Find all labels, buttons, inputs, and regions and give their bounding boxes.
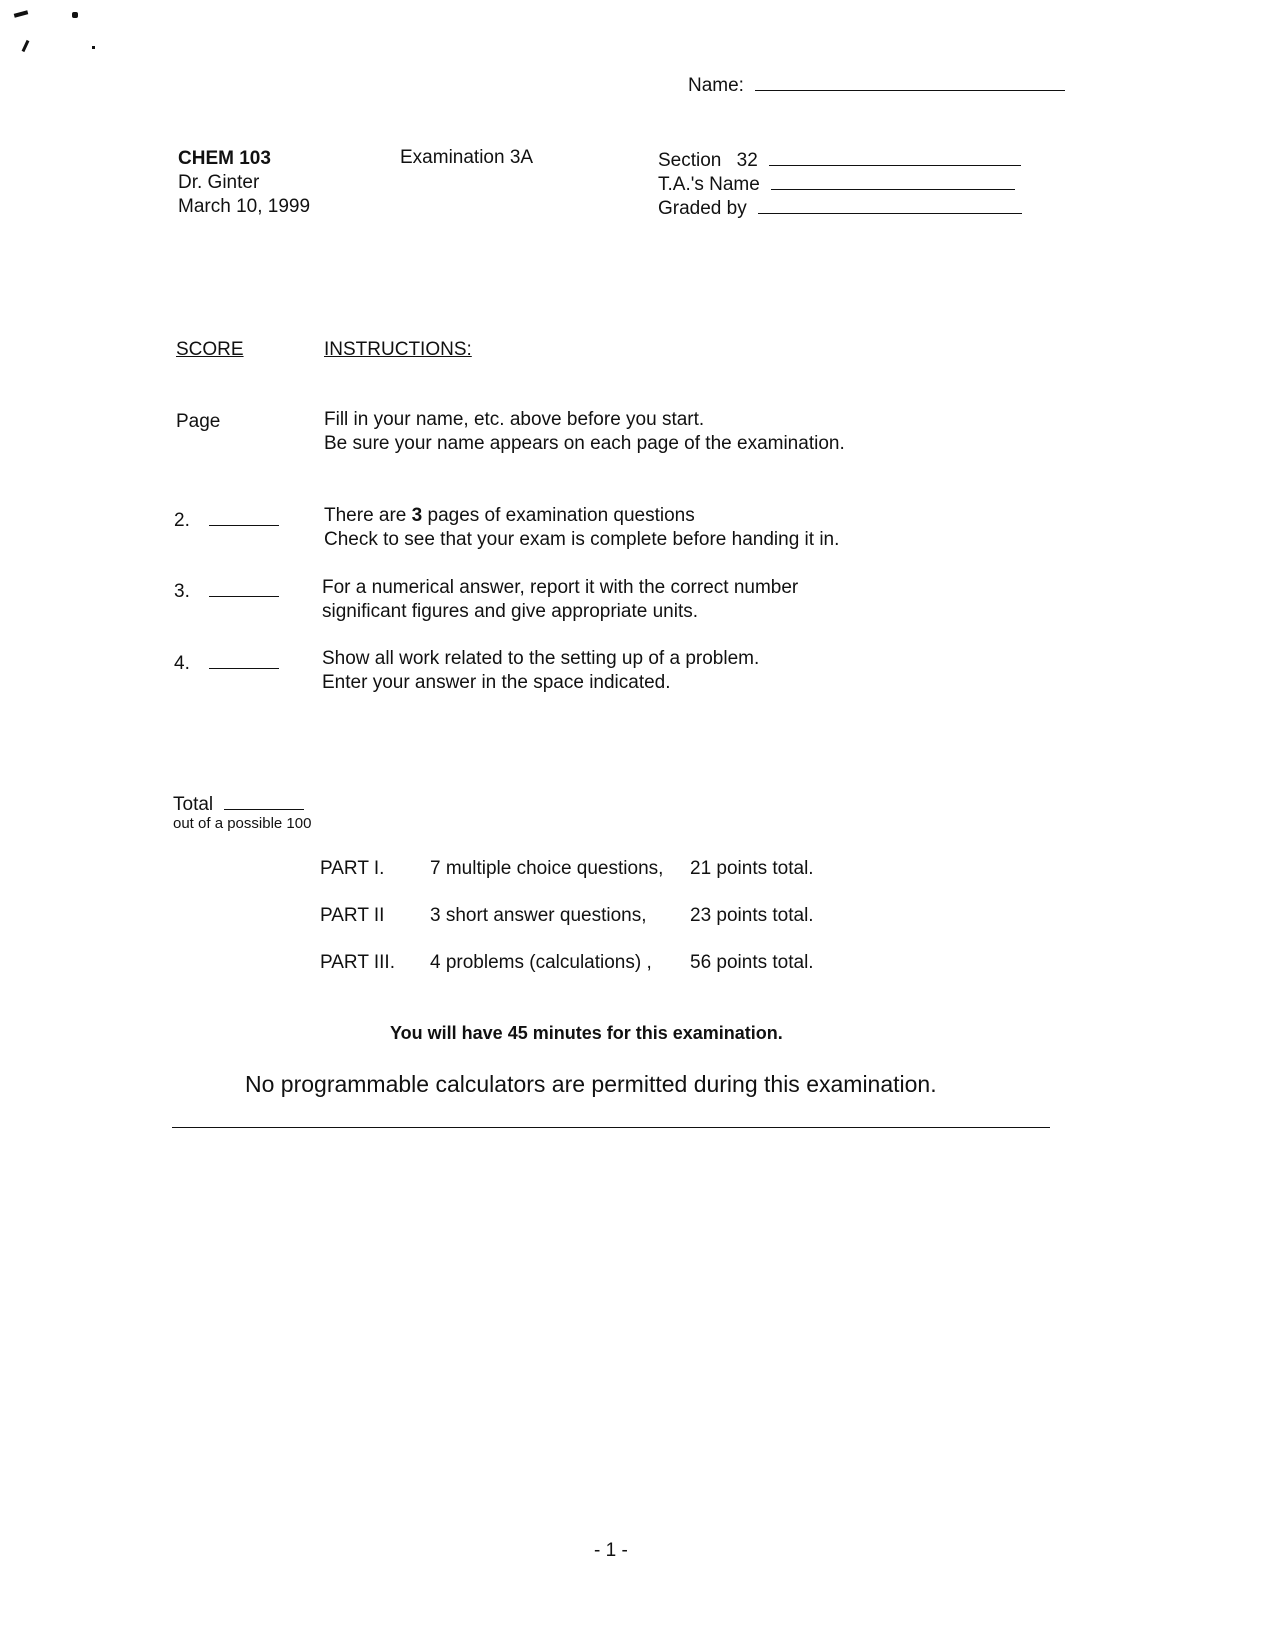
graded-by-field[interactable] (658, 195, 1022, 220)
graded-by-label: Graded by (658, 198, 747, 219)
instruction-3-line2: significant figures and give appropriate units. (322, 601, 699, 622)
exam-title: Examination 3A (400, 147, 534, 168)
time-notice: You will have 45 minutes for this examination. (390, 1023, 783, 1043)
total-note: out of a possible 100 (173, 815, 312, 832)
name-field[interactable] (688, 72, 1065, 97)
score-row-2-blank[interactable] (209, 507, 279, 526)
instruction-4-line1: Show all work related to the setting up of a problem. (322, 648, 760, 669)
scan-mark (72, 12, 78, 18)
instruction-1-line1: Fill in your name, etc. above before you start. (324, 409, 705, 430)
score-row-3-blank[interactable] (209, 578, 279, 597)
total-label: Total (173, 794, 214, 815)
part-2-name: PART II (320, 905, 385, 926)
scan-mark (22, 40, 30, 52)
name-blank[interactable] (755, 72, 1065, 91)
instruction-4-line2: Enter your answer in the space indicated. (322, 672, 671, 693)
section-number: 32 (736, 150, 758, 171)
exam-date: March 10, 1999 (178, 196, 311, 217)
section-blank[interactable] (769, 147, 1021, 166)
part-3-name: PART III. (320, 952, 395, 973)
part-3-points: 56 points total. (690, 952, 814, 973)
part-1-name: PART I. (320, 858, 385, 879)
score-row-2-label: 2. (174, 510, 190, 531)
part-1-desc: 7 multiple choice questions, (430, 858, 664, 879)
ta-name-blank[interactable] (771, 171, 1015, 190)
score-row-4-blank[interactable] (209, 650, 279, 669)
page-number: - 1 - (594, 1540, 628, 1561)
score-row-page-label: Page (176, 411, 221, 432)
section-label: Section (658, 150, 722, 171)
instructor-name: Dr. Ginter (178, 172, 260, 193)
part-2-desc: 3 short answer questions, (430, 905, 647, 926)
score-row-2[interactable] (174, 507, 279, 532)
instruction-2-line1 (324, 505, 695, 527)
part-2-points: 23 points total. (690, 905, 814, 926)
total-blank[interactable] (224, 791, 304, 810)
score-row-4[interactable] (174, 650, 279, 675)
section-field[interactable] (658, 147, 1021, 172)
instructions-heading: INSTRUCTIONS: (324, 339, 472, 360)
score-row-3[interactable] (174, 578, 279, 603)
ta-name-label: T.A.'s Name (658, 174, 760, 195)
instruction-2-page-count: 3 (411, 505, 423, 526)
scan-mark (14, 10, 29, 17)
score-heading: SCORE (176, 339, 244, 360)
scan-mark (92, 46, 95, 49)
instruction-2-line2: Check to see that your exam is complete before handing it in. (324, 529, 840, 550)
instruction-1-line2: Be sure your name appears on each page of the examination. (324, 433, 845, 454)
score-row-4-label: 4. (174, 653, 190, 674)
part-3-desc: 4 problems (calculations) , (430, 952, 652, 973)
part-1-points: 21 points total. (690, 858, 814, 879)
instruction-2-text-pre: There are (324, 505, 412, 526)
instruction-3-line1: For a numerical answer, report it with the correct number (322, 577, 799, 598)
divider-line (172, 1127, 1050, 1128)
ta-name-field[interactable] (658, 171, 1015, 196)
total-field[interactable] (173, 791, 304, 816)
graded-by-blank[interactable] (758, 195, 1022, 214)
score-row-3-label: 3. (174, 581, 190, 602)
course-code: CHEM 103 (178, 148, 271, 169)
calculator-notice: No programmable calculators are permitted during this examination. (245, 1071, 937, 1097)
instruction-2-text-post: pages of examination questions (422, 505, 695, 526)
name-label: Name: (688, 75, 744, 96)
